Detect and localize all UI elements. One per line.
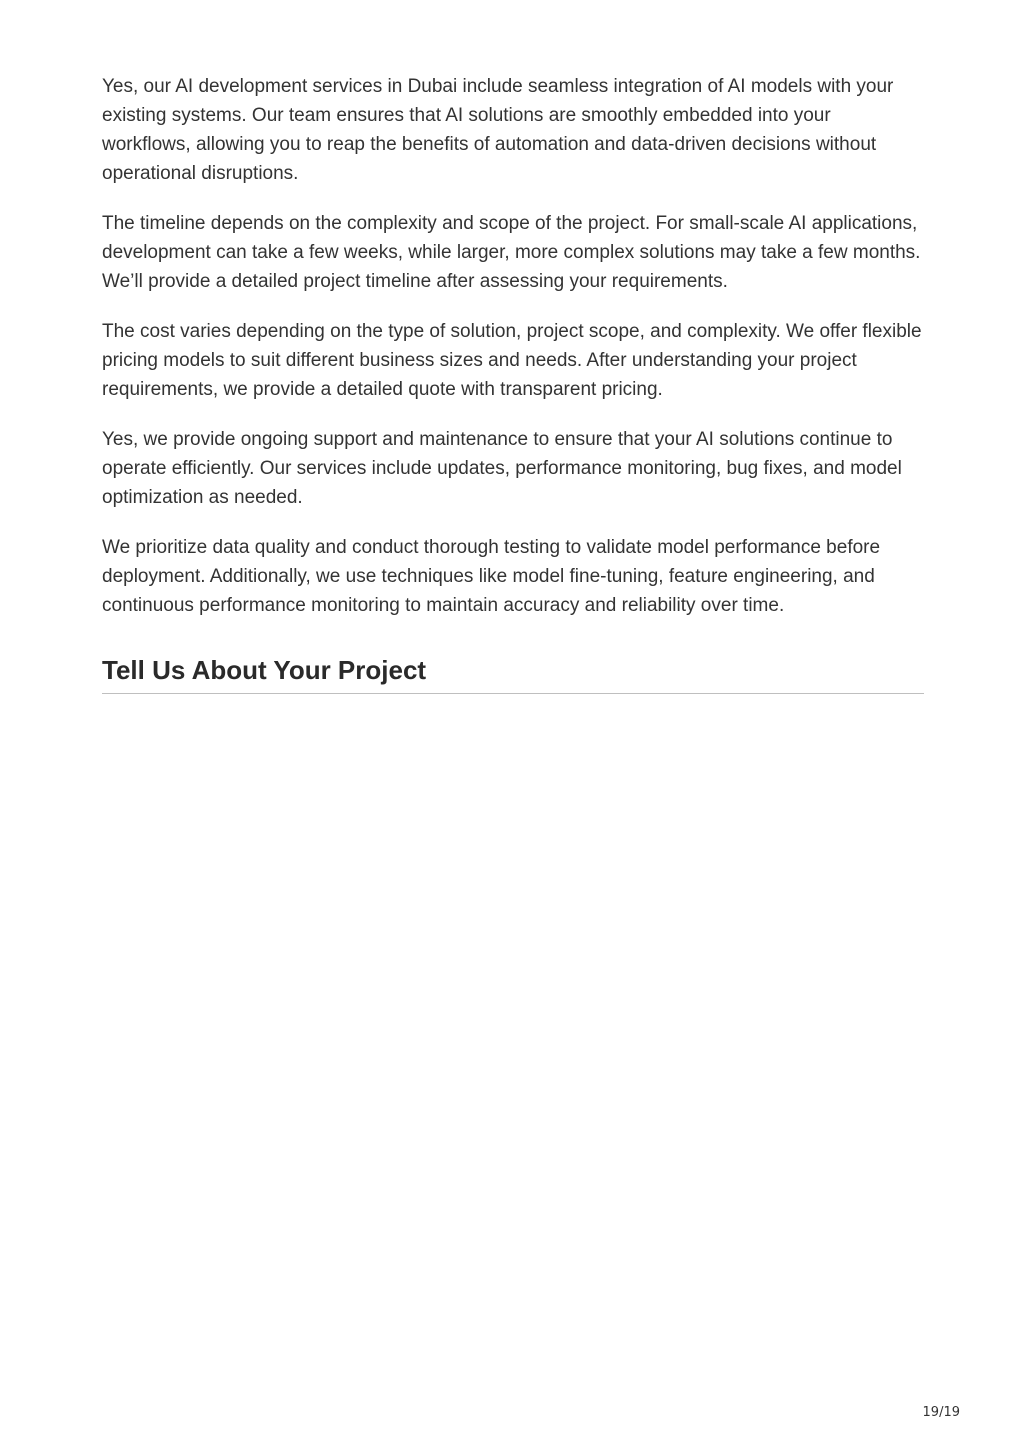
- faq-answer-quality: We prioritize data quality and conduct thorough testing to validate model performance before deployment. Additionally, we use techniques like model fine-tuning, feature engineering, and continuous performance monitoring to maintain accuracy and reliability over time.: [102, 537, 881, 616]
- faq-answer-integration: Yes, our AI development services in Dubai include seamless integration of AI models with your existing systems. Our team ensures that AI solutions are smoothly embedded into your workflows, allowing you to reap the benefits of automation and data-driven decisions without operational disruptions.: [102, 76, 894, 184]
- faq-answer-timeline: The timeline depends on the complexity and scope of the project. For small-scale AI applications, development can take a few weeks, while larger, more complex solutions may take a few months. We’ll provide a detailed project timeline after assessing your requirements.: [102, 213, 921, 292]
- faq-answer-support: Yes, we provide ongoing support and maintenance to ensure that your AI solutions continue to operate efficiently. Our services include updates, performance monitoring, bug fixes, and model optimization as needed.: [102, 429, 902, 508]
- section-heading: Tell Us About Your Project: [102, 653, 924, 694]
- page-number: 19/19: [922, 1405, 960, 1420]
- faq-answer-cost: The cost varies depending on the type of solution, project scope, and complexity. We offer flexible pricing models to suit different business sizes and needs. After understanding your project requirements, we provide a detailed quote with transparent pricing.: [102, 321, 922, 400]
- document-body: [102, 72, 924, 694]
